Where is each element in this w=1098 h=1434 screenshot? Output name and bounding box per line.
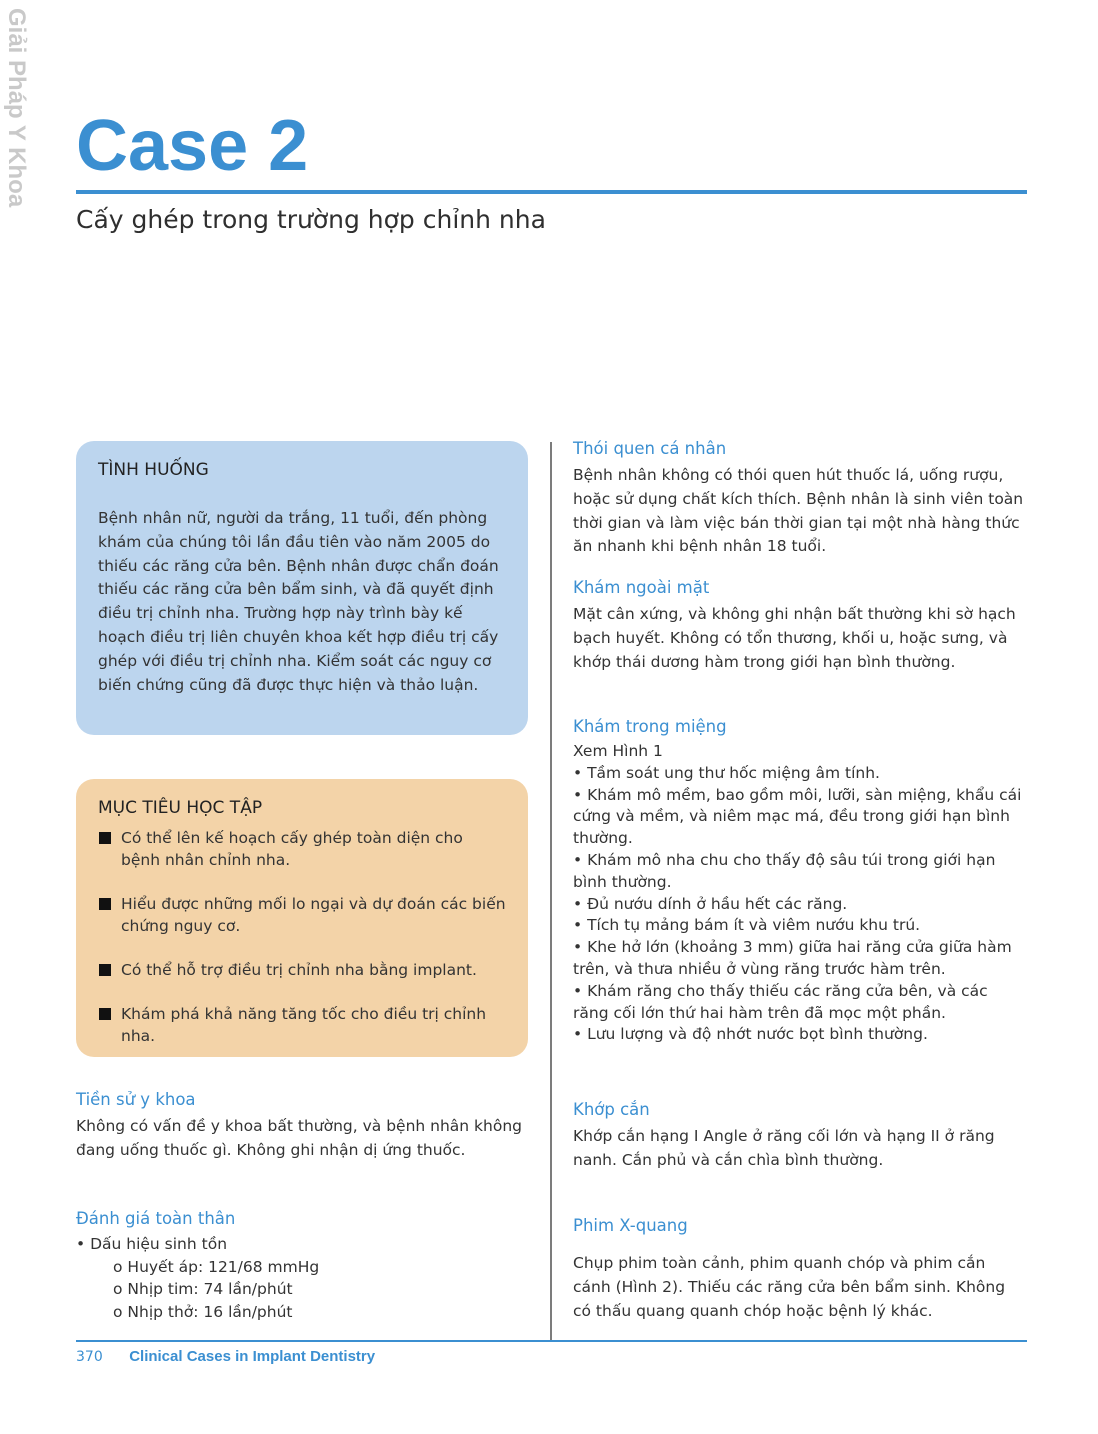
vital-item: o Nhịp tim: 74 lần/phút — [113, 1280, 293, 1298]
radiograph-heading: Phim X-quang — [573, 1216, 688, 1235]
vitals-label: • Dấu hiệu sinh tồn — [76, 1235, 228, 1253]
intraoral-section — [573, 715, 1025, 1046]
habits-text: Bệnh nhân không có thói quen hút thuốc lá, uống rượu, hoặc sử dụng chất kích thích. Bệnh nhân là sinh viên toàn thời gian và làm việc bán thời gian tại một nhà hàng thức ăn nhanh khi bệnh nhân 18 tuổi. — [573, 466, 1024, 556]
habits-section — [573, 437, 1025, 559]
vitals-list — [76, 1233, 528, 1323]
watermark: Giải Pháp Y Khoa — [3, 8, 30, 208]
intraoral-item: • Tầm soát ung thư hốc miệng âm tính. — [573, 763, 880, 782]
occlusion-text: Khớp cắn hạng I Angle ở răng cối lớn và hạng II ở răng nanh. Cắn phủ và cắn chìa bình thường. — [573, 1127, 995, 1169]
radiograph-section — [573, 1214, 1025, 1323]
extraoral-text: Mặt cân xứng, và không ghi nhận bất thường khi sờ hạch bạch huyết. Không có tổn thương, khối u, hoặc sưng, và khớp thái dương hàm trong giới hạn bình thường. — [573, 605, 1016, 671]
vital-item: o Huyết áp: 121/68 mmHg — [113, 1257, 320, 1276]
systemic-heading: Đánh giá toàn thân — [76, 1209, 236, 1228]
case-box — [76, 441, 528, 735]
habits-heading: Thói quen cá nhân — [573, 439, 727, 458]
objectives-box-title: MỤC TIÊU HỌC TẬP — [98, 798, 263, 818]
objective-item: Hiểu được những mối lo ngại và dự đoán các biến chứng nguy cơ. — [98, 893, 506, 937]
radiograph-text: Chụp phim toàn cảnh, phim quanh chóp và phim cắn cánh (Hình 2). Thiếu các răng cửa bên bẩm sinh. Không có thấu quang quanh chóp hoặc bệnh lý khác. — [573, 1254, 1006, 1320]
case-subtitle: Cấy ghép trong trường hợp chỉnh nha — [76, 205, 546, 234]
intraoral-intro: Xem Hình 1 — [573, 742, 663, 760]
intraoral-item: • Khe hở lớn (khoảng 3 mm) giữa hai răng cửa giữa hàm trên, và thưa nhiều ở vùng răng trước hàm trên. — [573, 938, 1012, 978]
footer-rule — [76, 1340, 1027, 1342]
extraoral-heading: Khám ngoài mặt — [573, 578, 710, 597]
footer — [76, 1348, 375, 1365]
case-box-text: Bệnh nhân nữ, người da trắng, 11 tuổi, đến phòng khám của chúng tôi lần đầu tiên vào năm 2005 do thiếu các răng cửa bên. Bệnh nhân được chẩn đoán thiếu các răng cửa bên bẩm sinh, và đã quyết định điều trị chỉnh nha. Trường hợp này trình bày kế hoạch điều trị liên chuyên khoa kết hợp điều trị cấy ghép với điều trị chỉnh nha. Kiểm soát các nguy cơ biến chứng cũng đã được thực hiện và thảo luận. — [98, 509, 499, 694]
intraoral-item: • Lưu lượng và độ nhớt nước bọt bình thường. — [573, 1025, 928, 1044]
book-title: Clinical Cases in Implant Dentistry — [129, 1348, 376, 1365]
column-divider — [550, 442, 552, 1342]
intraoral-item: • Tích tụ mảng bám ít và viêm nướu khu trú. — [573, 916, 921, 935]
page-number: 370 — [76, 1349, 103, 1365]
case-title: Case 2 — [76, 106, 309, 186]
objective-item: Có thể hỗ trợ điều trị chỉnh nha bằng implant. — [98, 959, 506, 981]
vital-item: o Nhịp thở: 16 lần/phút — [113, 1302, 293, 1321]
occlusion-section — [573, 1098, 1025, 1173]
intraoral-item: • Khám mô nha chu cho thấy độ sâu túi trong giới hạn bình thường. — [573, 850, 996, 891]
objective-item: Khám phá khả năng tăng tốc cho điều trị chỉnh nha. — [98, 1003, 506, 1047]
extraoral-section — [573, 576, 1025, 674]
title-rule — [76, 190, 1027, 194]
medical-history-text: Không có vấn đề y khoa bất thường, và bệnh nhân không đang uống thuốc gì. Không ghi nhận dị ứng thuốc. — [76, 1117, 522, 1159]
intraoral-heading: Khám trong miệng — [573, 717, 727, 736]
objectives-list — [98, 827, 506, 1047]
systemic-section — [76, 1207, 528, 1323]
intraoral-item: • Khám mô mềm, bao gồm môi, lưỡi, sàn miệng, khẩu cái cứng và mềm, và niêm mạc má, đều trong giới hạn bình thường. — [573, 785, 1022, 848]
intraoral-item: • Khám răng cho thấy thiếu các răng cửa bên, và các răng cối lớn thứ hai hàm trên đã mọc một phần. — [573, 981, 988, 1022]
occlusion-heading: Khớp cắn — [573, 1100, 650, 1119]
intraoral-item: • Đủ nướu dính ở hầu hết các răng. — [573, 894, 848, 913]
objectives-box — [76, 779, 528, 1057]
medical-history-heading: Tiền sử y khoa — [76, 1090, 196, 1109]
medical-history-section — [76, 1088, 528, 1163]
case-box-title: TÌNH HUỐNG — [98, 460, 209, 480]
objective-item: Có thể lên kế hoạch cấy ghép toàn diện cho bệnh nhân chỉnh nha. — [98, 827, 506, 871]
intraoral-list — [573, 741, 1025, 1046]
